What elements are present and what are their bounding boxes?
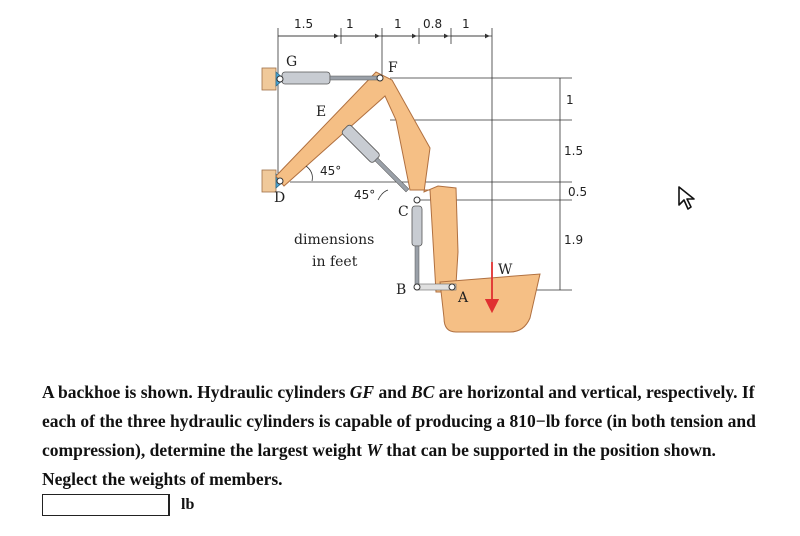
dim-top-1: 1.5 bbox=[294, 17, 314, 31]
dim-top-2: 1 bbox=[346, 17, 354, 31]
dim-right-3: 0.5 bbox=[568, 185, 588, 199]
answer-input[interactable] bbox=[42, 494, 170, 516]
problem-text-part: and bbox=[374, 382, 412, 402]
dim-top-4: 0.8 bbox=[423, 17, 443, 31]
label-b: B bbox=[396, 282, 407, 298]
angle-label-d: 45° bbox=[320, 164, 342, 178]
variable-w: W bbox=[366, 440, 382, 460]
cylinder-bc bbox=[412, 206, 422, 286]
problem-text-part: that can be supported in the position shown. Neglect the weights of members. bbox=[42, 440, 716, 489]
problem-text-part: are horizontal and vertical, respectively. If each of the three hydraulic cylinders is capable of producing a 810−lb force (in both tension and compression), determine the largest weight bbox=[42, 382, 756, 460]
problem-statement bbox=[42, 378, 772, 494]
variable-gf: GF bbox=[349, 382, 375, 402]
angle-arc-d bbox=[306, 166, 312, 181]
label-a: A bbox=[458, 290, 469, 306]
dim-top-5: 1 bbox=[462, 17, 470, 31]
label-c: C bbox=[398, 204, 409, 220]
bucket bbox=[440, 274, 540, 332]
angle-label-c: 45° bbox=[354, 188, 376, 202]
problem-text-part: A backhoe is shown. Hydraulic cylinders bbox=[42, 382, 350, 402]
dim-top-3: 1 bbox=[394, 17, 402, 31]
label-f: F bbox=[388, 60, 398, 76]
load-label: W bbox=[498, 262, 513, 278]
dimension-note-line-1: dimensions bbox=[294, 232, 375, 248]
mouse-cursor-icon bbox=[677, 185, 699, 211]
angle-arc-c bbox=[378, 190, 388, 200]
label-e: E bbox=[316, 104, 327, 120]
dim-right-4: 1.9 bbox=[564, 233, 584, 247]
dim-right-2: 1.5 bbox=[564, 144, 584, 158]
cylinder-gf bbox=[282, 72, 378, 84]
dim-right-1: 1 bbox=[566, 93, 574, 107]
variable-bc: BC bbox=[411, 382, 435, 402]
answer-unit-label: lb bbox=[181, 496, 195, 513]
label-d: D bbox=[274, 190, 286, 206]
dimension-note-line-2: in feet bbox=[312, 254, 358, 270]
label-g: G bbox=[286, 54, 298, 70]
